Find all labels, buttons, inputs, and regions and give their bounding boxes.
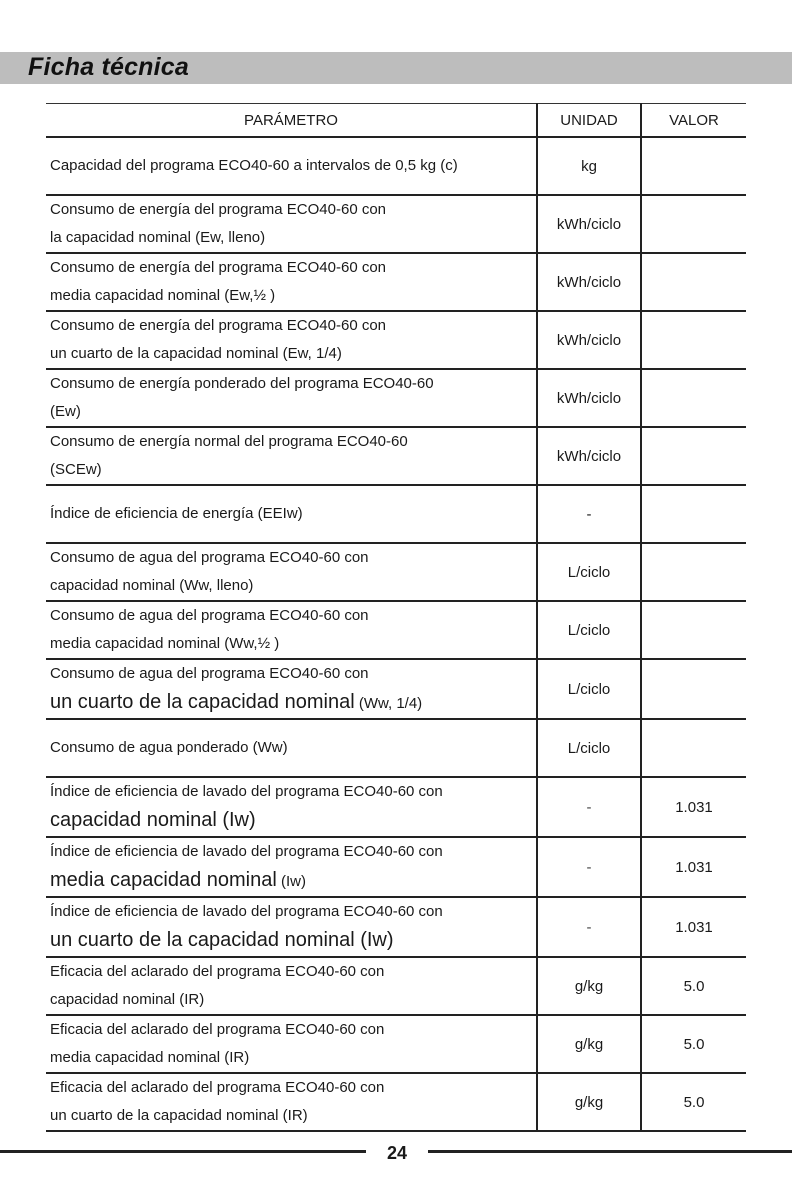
param-line: Consumo de energía del programa ECO40-60 con xyxy=(50,201,387,218)
value-cell: 5.0 xyxy=(641,957,746,1015)
header-parametro: PARÁMETRO xyxy=(46,104,537,138)
param-cell xyxy=(46,659,537,719)
table-row xyxy=(46,601,746,659)
param-cell xyxy=(46,253,537,311)
value-cell xyxy=(641,253,746,311)
value-cell xyxy=(641,311,746,369)
param-emphasis: un cuarto de la capacidad nominal xyxy=(50,691,355,713)
table-row xyxy=(46,253,746,311)
param-line xyxy=(50,806,532,836)
value-cell xyxy=(641,601,746,659)
unit-cell: - xyxy=(537,485,641,543)
unit-cell: kg xyxy=(537,137,641,195)
param-line xyxy=(50,688,532,718)
param-line: Consumo de energía del programa ECO40-60 con xyxy=(50,259,387,276)
unit-cell: - xyxy=(537,777,641,837)
unit-cell: kWh/ciclo xyxy=(537,195,641,253)
value-cell xyxy=(641,659,746,719)
param-cell xyxy=(46,427,537,485)
param-line: Consumo de energía del programa ECO40-60 con xyxy=(50,317,387,334)
header-valor: VALOR xyxy=(641,104,746,138)
unit-cell: kWh/ciclo xyxy=(537,369,641,427)
param-line: (Ew) xyxy=(50,403,81,420)
unit-cell: - xyxy=(537,837,641,897)
param-line: Eficacia del aclarado del programa ECO40-60 con xyxy=(50,963,385,980)
param-cell xyxy=(46,543,537,601)
param-line: Índice de eficiencia de energía (EEIw) xyxy=(50,505,303,522)
table-row xyxy=(46,485,746,543)
value-cell: 5.0 xyxy=(641,1015,746,1073)
param-cell xyxy=(46,601,537,659)
param-line: Consumo de energía ponderado del programa ECO40-60 xyxy=(50,375,434,392)
value-cell xyxy=(641,369,746,427)
value-cell: 1.031 xyxy=(641,837,746,897)
param-cell xyxy=(46,485,537,543)
param-line: media capacidad nominal (Ww,½ ) xyxy=(50,635,280,652)
table-row xyxy=(46,659,746,719)
value-cell xyxy=(641,195,746,253)
unit-cell: L/ciclo xyxy=(537,659,641,719)
param-line xyxy=(50,866,532,896)
param-line: Consumo de agua del programa ECO40-60 con xyxy=(50,607,369,624)
value-cell xyxy=(641,543,746,601)
value-cell xyxy=(641,485,746,543)
unit-cell: - xyxy=(537,897,641,957)
param-cell xyxy=(46,837,537,897)
table-row xyxy=(46,837,746,897)
param-emphasis: capacidad nominal (Iw) xyxy=(50,809,256,831)
param-line: Índice de eficiencia de lavado del programa ECO40-60 con xyxy=(50,783,443,800)
param-cell xyxy=(46,1073,537,1131)
unit-cell: g/kg xyxy=(537,1015,641,1073)
param-cell xyxy=(46,897,537,957)
param-cell xyxy=(46,1015,537,1073)
param-line: Índice de eficiencia de lavado del programa ECO40-60 con xyxy=(50,843,443,860)
param-line: Índice de eficiencia de lavado del programa ECO40-60 con xyxy=(50,903,443,920)
param-line: la capacidad nominal (Ew, lleno) xyxy=(50,229,266,246)
param-emphasis: un cuarto de la capacidad nominal (Iw) xyxy=(50,929,394,951)
param-line: Consumo de agua del programa ECO40-60 con xyxy=(50,665,369,682)
param-line: (SCEw) xyxy=(50,461,102,478)
table-row xyxy=(46,719,746,777)
table-row xyxy=(46,777,746,837)
param-cell xyxy=(46,311,537,369)
param-suffix: (Ww, 1/4) xyxy=(354,695,423,712)
param-line: Consumo de agua del programa ECO40-60 con xyxy=(50,549,369,566)
table-body xyxy=(46,137,746,1131)
table-row xyxy=(46,897,746,957)
param-cell xyxy=(46,719,537,777)
table-row xyxy=(46,1015,746,1073)
page-title: Ficha técnica xyxy=(28,53,189,81)
unit-cell: g/kg xyxy=(537,1073,641,1131)
param-line: Consumo de agua ponderado (Ww) xyxy=(50,739,288,756)
param-cell xyxy=(46,369,537,427)
unit-cell: L/ciclo xyxy=(537,543,641,601)
param-line xyxy=(50,926,532,956)
unit-cell: kWh/ciclo xyxy=(537,253,641,311)
table-row xyxy=(46,957,746,1015)
value-cell xyxy=(641,719,746,777)
table-row xyxy=(46,369,746,427)
value-cell: 1.031 xyxy=(641,897,746,957)
param-line: un cuarto de la capacidad nominal (IR) xyxy=(50,1107,308,1124)
param-line: capacidad nominal (Ww, lleno) xyxy=(50,577,254,594)
param-line: media capacidad nominal (Ew,½ ) xyxy=(50,287,276,304)
param-line: Capacidad del programa ECO40-60 a intervalos de 0,5 kg (c) xyxy=(50,157,458,174)
table-row xyxy=(46,137,746,195)
param-cell xyxy=(46,195,537,253)
value-cell xyxy=(641,427,746,485)
unit-cell: kWh/ciclo xyxy=(537,427,641,485)
table-row xyxy=(46,195,746,253)
footer-rule-right xyxy=(428,1150,792,1153)
param-line: media capacidad nominal (IR) xyxy=(50,1049,250,1066)
param-line: Consumo de energía normal del programa ECO40-60 xyxy=(50,433,408,450)
spec-table xyxy=(46,103,746,1132)
value-cell: 5.0 xyxy=(641,1073,746,1131)
param-suffix: (Iw) xyxy=(276,873,306,890)
unit-cell: L/ciclo xyxy=(537,601,641,659)
title-bar xyxy=(0,52,792,84)
param-line: Eficacia del aclarado del programa ECO40-60 con xyxy=(50,1079,385,1096)
unit-cell: kWh/ciclo xyxy=(537,311,641,369)
table-row xyxy=(46,543,746,601)
table-header-row xyxy=(46,104,746,138)
param-cell xyxy=(46,957,537,1015)
page-number: 24 xyxy=(386,1143,408,1163)
footer-rule-left xyxy=(0,1150,366,1153)
table-row xyxy=(46,427,746,485)
unit-cell: L/ciclo xyxy=(537,719,641,777)
table-row xyxy=(46,311,746,369)
param-line: Eficacia del aclarado del programa ECO40-60 con xyxy=(50,1021,385,1038)
param-line: un cuarto de la capacidad nominal (Ew, 1/4) xyxy=(50,345,342,362)
value-cell xyxy=(641,137,746,195)
header-unidad: UNIDAD xyxy=(537,104,641,138)
unit-cell: g/kg xyxy=(537,957,641,1015)
param-cell xyxy=(46,777,537,837)
table-row xyxy=(46,1073,746,1131)
param-cell xyxy=(46,137,537,195)
value-cell: 1.031 xyxy=(641,777,746,837)
param-line: capacidad nominal (IR) xyxy=(50,991,205,1008)
param-emphasis: media capacidad nominal xyxy=(50,869,277,891)
